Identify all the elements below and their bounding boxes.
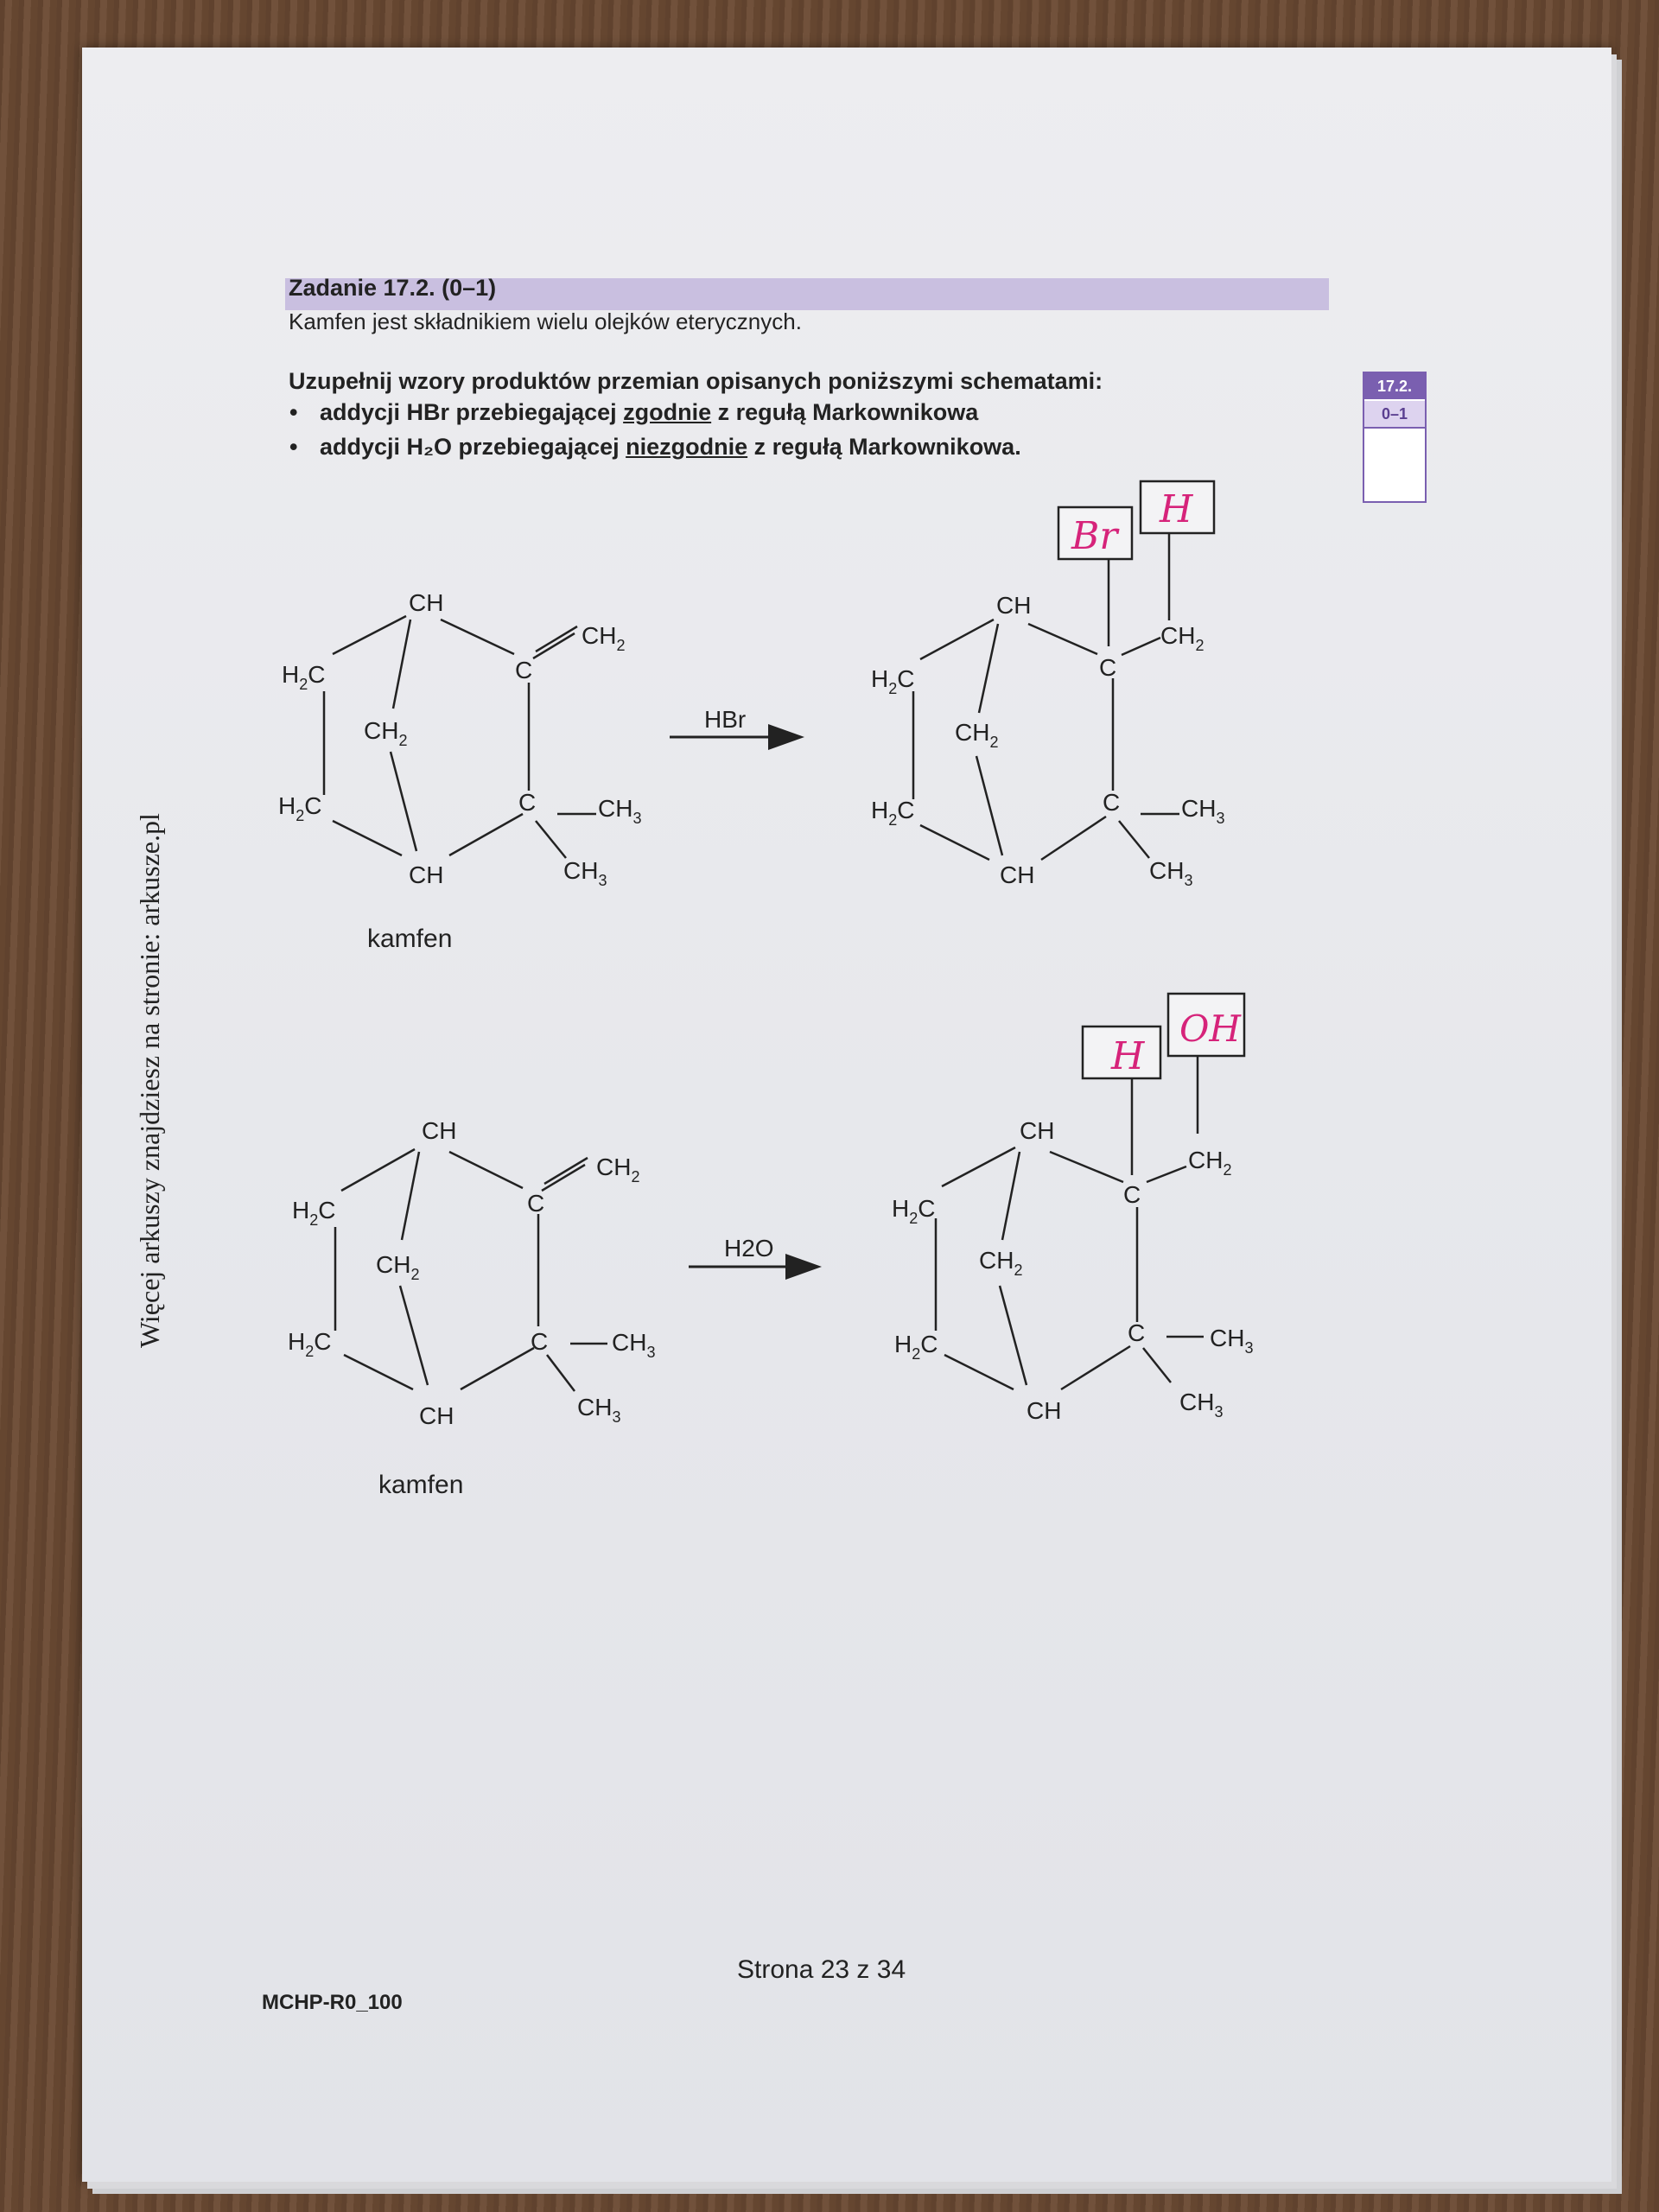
- r1-ch-bottom: CH: [409, 861, 444, 888]
- r1-c-quat: C: [518, 789, 537, 816]
- p2-ch3-a-sub: 3: [1244, 1339, 1254, 1357]
- p1-h2c-bottom-c: C: [897, 797, 915, 823]
- p2-h2c-bottom-sub: 2: [912, 1345, 921, 1363]
- p1-ch2-t: CH: [1160, 622, 1196, 649]
- p2-h2c-top: [892, 1195, 935, 1227]
- side-note: Więcej arkuszy znajdziesz na stronie: arkusze.pl: [134, 813, 165, 1348]
- p1-c-quat: C: [1103, 789, 1121, 816]
- p2-c-quat: C: [1128, 1319, 1146, 1346]
- r1-ch2-exo-sub: 2: [616, 637, 626, 654]
- bullet-h2o: • addycji H₂O przebiegającej niezgodnie z regułą Markownikowa.: [289, 434, 1021, 460]
- r1-h2c-top-c: C: [308, 661, 326, 688]
- p1-ch-bottom: CH: [1000, 861, 1035, 888]
- r2-h2c-bottom-c: C: [314, 1328, 332, 1355]
- r1-h2c-bottom-c: C: [304, 792, 322, 819]
- p1-h2c-bottom-h: H: [871, 797, 889, 823]
- r2-h2c-top-c: C: [318, 1197, 336, 1224]
- p1-ch2-bridge-t: CH: [955, 719, 990, 746]
- r2-h2c-top-sub: 2: [309, 1211, 319, 1229]
- r1-h2c-top-sub: 2: [299, 676, 308, 693]
- r1-ch2-exo-t: CH: [582, 622, 617, 649]
- task-title: Zadanie 17.2. (0–1): [289, 275, 497, 301]
- p2-ch2-bridge: [979, 1247, 1022, 1279]
- bullet-h2o-post: z regułą Markownikowa.: [747, 434, 1021, 460]
- p1-ch3-a-t: CH: [1181, 795, 1217, 822]
- p2-h2c-bottom: [894, 1331, 938, 1363]
- r1-ch2-bridge-sub: 2: [398, 732, 408, 749]
- r2-c-double: C: [527, 1190, 545, 1217]
- r1-c-double: C: [515, 657, 533, 683]
- r2-ch2-exo-sub: 2: [631, 1168, 640, 1185]
- p1-h2c-top-h: H: [871, 665, 889, 692]
- r2-ch3-a-sub: 3: [646, 1344, 656, 1361]
- bullet-h2o-pre: addycji H₂O przebiegającej: [320, 434, 626, 460]
- p2-ch2-bridge-t: CH: [979, 1247, 1014, 1274]
- r1-h2c-top: [282, 661, 325, 693]
- p2-ch-top: CH: [1020, 1117, 1055, 1144]
- r2-h2c-top: [292, 1197, 335, 1229]
- r1-h2c-bottom-h: H: [278, 792, 296, 819]
- r2-ch2-exo-t: CH: [596, 1154, 632, 1180]
- p1-h2c-bottom: [871, 797, 914, 829]
- r2-ch2-bridge: [376, 1251, 419, 1283]
- r2-ch2-bridge-t: CH: [376, 1251, 411, 1278]
- r2-ch-bottom: CH: [419, 1402, 454, 1429]
- p2-ch3-b-t: CH: [1179, 1389, 1215, 1415]
- p2-ch3-b: [1179, 1389, 1223, 1421]
- p1-ch-top: CH: [996, 592, 1032, 619]
- p2-ch3-b-sub: 3: [1214, 1403, 1224, 1421]
- p1-ch3-a-sub: 3: [1216, 810, 1225, 827]
- p1-ch2-sub: 2: [1195, 637, 1205, 654]
- r2-reactant-name: kamfen: [378, 1471, 464, 1499]
- reaction1-product: [913, 534, 1179, 860]
- r2-ch-top: CH: [422, 1117, 457, 1144]
- r1-ch3-a-sub: 3: [632, 810, 642, 827]
- p2-ch2-t: CH: [1188, 1147, 1224, 1173]
- page-number: Strona 23 z 34: [737, 1955, 906, 1984]
- p1-h2c-bottom-sub: 2: [888, 811, 898, 829]
- r2-h2c-top-h: H: [292, 1197, 310, 1224]
- p1-h2c-top: [871, 665, 914, 697]
- task-intro: Kamfen jest składnikiem wielu olejków eterycznych.: [289, 308, 802, 334]
- p1-ch3-b: [1149, 857, 1192, 889]
- r2-ch2-bridge-sub: 2: [410, 1266, 420, 1283]
- p1-ch3-a: [1181, 795, 1224, 827]
- p2-ch2: [1188, 1147, 1231, 1179]
- r2-ch3-b: [577, 1394, 620, 1426]
- r2-ch3-a: [612, 1329, 655, 1361]
- r2-ch3-b-sub: 3: [612, 1408, 621, 1426]
- r1-h2c-bottom-sub: 2: [296, 807, 305, 824]
- r2-ch3-b-t: CH: [577, 1394, 613, 1421]
- r1-ch3-a-t: CH: [598, 795, 633, 822]
- r1-ch3-a: [598, 795, 641, 827]
- p2-ch3-a: [1210, 1325, 1253, 1357]
- score-range: 0–1: [1364, 401, 1425, 429]
- p1-ch2-bridge: [955, 719, 998, 751]
- r2-ch2-exo: [596, 1154, 639, 1185]
- r2-h2c-bottom-sub: 2: [305, 1343, 315, 1360]
- r1-ch2-bridge-t: CH: [364, 717, 399, 744]
- r1-ch3-b-sub: 3: [598, 872, 607, 889]
- r1-answer-left: Br: [1071, 514, 1118, 558]
- r1-ch3-b-t: CH: [563, 857, 599, 884]
- instruction-text: Uzupełnij wzory produktów przemian opisanych poniższymi schematami:: [289, 368, 1103, 394]
- r1-reagent: HBr: [704, 706, 747, 733]
- r2-c-quat: C: [531, 1328, 549, 1355]
- p1-c-top: C: [1099, 654, 1117, 681]
- bullet-h2o-underlined: niezgodnie: [626, 434, 748, 460]
- r1-ch2-bridge: [364, 717, 407, 749]
- p2-ch2-bridge-sub: 2: [1014, 1262, 1023, 1279]
- reaction2-product: [936, 1056, 1204, 1389]
- r2-h2c-bottom-h: H: [288, 1328, 306, 1355]
- p1-ch2: [1160, 622, 1204, 654]
- r1-answer-right: H: [1160, 487, 1193, 531]
- r1-h2c-bottom: [278, 792, 321, 824]
- p1-ch3-b-sub: 3: [1184, 872, 1193, 889]
- exam-code: MCHP-R0_100: [262, 1991, 403, 2014]
- p2-ch-bottom: CH: [1027, 1397, 1062, 1424]
- p1-ch3-b-t: CH: [1149, 857, 1185, 884]
- bullet-hbr-pre: addycji HBr przebiegającej: [320, 399, 624, 425]
- p2-c-top: C: [1123, 1181, 1141, 1208]
- p1-h2c-top-c: C: [897, 665, 915, 692]
- p2-h2c-top-c: C: [918, 1195, 936, 1222]
- r1-ch2-exo: [582, 622, 625, 654]
- r2-h2c-bottom: [288, 1328, 331, 1360]
- p1-ch2-bridge-sub: 2: [989, 734, 999, 751]
- p2-h2c-top-h: H: [892, 1195, 910, 1222]
- bullet-hbr-underlined: zgodnie: [623, 399, 712, 425]
- r1-ch3-b: [563, 857, 607, 889]
- r2-ch3-a-t: CH: [612, 1329, 647, 1356]
- r2-answer-left: H: [1111, 1034, 1145, 1078]
- p2-h2c-bottom-c: C: [920, 1331, 938, 1357]
- p2-ch3-a-t: CH: [1210, 1325, 1245, 1351]
- r1-reactant-name: kamfen: [367, 925, 453, 953]
- score-task-number: 17.2.: [1364, 373, 1425, 399]
- p2-h2c-bottom-h: H: [894, 1331, 912, 1357]
- bullet-hbr-post: z regułą Markownikowa: [711, 399, 979, 425]
- r2-answer-right: OH: [1179, 1007, 1242, 1050]
- bullet-hbr: • addycji HBr przebiegającej zgodnie z regułą Markownikowa: [289, 399, 979, 425]
- p2-h2c-top-sub: 2: [909, 1210, 918, 1227]
- r1-h2c-top-h: H: [282, 661, 300, 688]
- r1-ch-top: CH: [409, 589, 444, 616]
- r2-reagent: H2O: [724, 1235, 774, 1262]
- p2-ch2-sub: 2: [1223, 1161, 1232, 1179]
- p1-h2c-top-sub: 2: [888, 680, 898, 697]
